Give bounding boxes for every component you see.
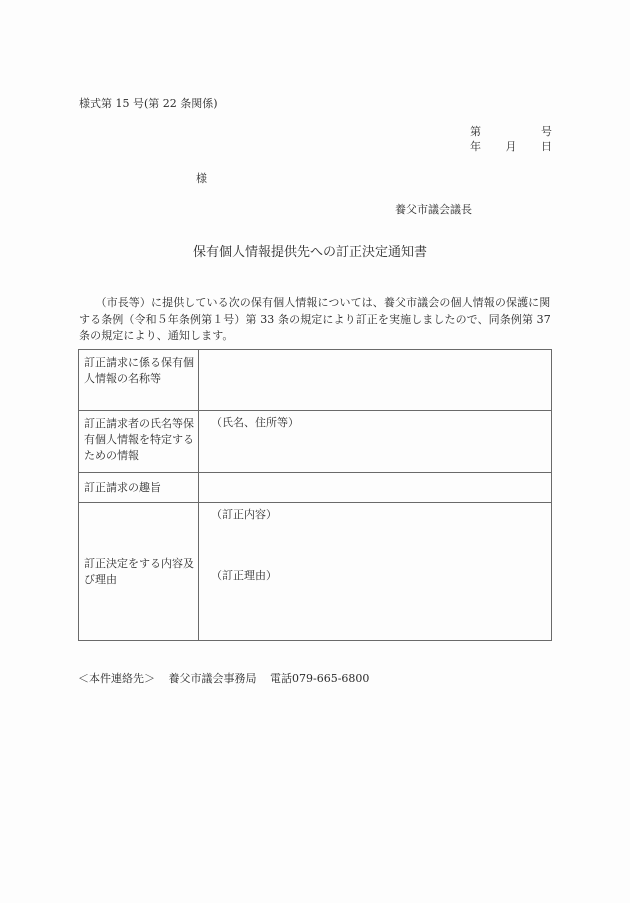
info-table bbox=[78, 349, 552, 641]
doc-no-prefix: 第 bbox=[470, 125, 481, 138]
row-value bbox=[199, 503, 552, 641]
contact-label: ＜本件連絡先＞ bbox=[78, 672, 155, 685]
table-row bbox=[79, 411, 552, 473]
contact-office: 養父市議会事務局 bbox=[168, 672, 257, 685]
table-row bbox=[79, 473, 552, 503]
correction-content-note: （訂正内容） bbox=[211, 508, 277, 521]
date-month: 月 bbox=[505, 140, 517, 153]
row-label: 訂正請求者の氏名等保有個人情報を特定するための情報 bbox=[79, 411, 199, 473]
row-label: 訂正決定をする内容及び理由 bbox=[79, 503, 199, 641]
sender: 養父市議会議長 bbox=[395, 203, 472, 216]
form-number: 様式第 15 号(第 22 条関係) bbox=[79, 97, 218, 110]
document-title: 保有個人情報提供先への訂正決定通知書 bbox=[193, 245, 428, 260]
contact-phone: 電話079-665-6800 bbox=[270, 672, 370, 685]
document-number-line bbox=[470, 125, 552, 139]
table-row bbox=[79, 503, 552, 641]
date-line bbox=[470, 140, 552, 154]
row-label: 訂正請求の趣旨 bbox=[79, 473, 199, 503]
addressee: 様 bbox=[196, 172, 207, 185]
spacer bbox=[211, 523, 551, 568]
body-paragraph: （市長等）に提供している次の保有個人情報については、養父市議会の個人情報の保護に関する条例（令和５年条例第１号）第 33 条の規定により訂正を実施しましたので、同条例第 37 条の規定により、通知します。 bbox=[79, 296, 551, 342]
correction-reason-note: （訂正理由） bbox=[211, 569, 277, 582]
doc-no-suffix: 号 bbox=[541, 125, 552, 138]
row-label: 訂正請求に係る保有個人情報の名称等 bbox=[79, 350, 199, 411]
row-value: （氏名、住所等） bbox=[199, 411, 552, 473]
table-row bbox=[79, 350, 552, 411]
row-value bbox=[199, 473, 552, 503]
row-value bbox=[199, 350, 552, 411]
date-day: 日 bbox=[541, 140, 552, 153]
date-year: 年 bbox=[470, 140, 481, 153]
contact-line bbox=[78, 670, 379, 686]
